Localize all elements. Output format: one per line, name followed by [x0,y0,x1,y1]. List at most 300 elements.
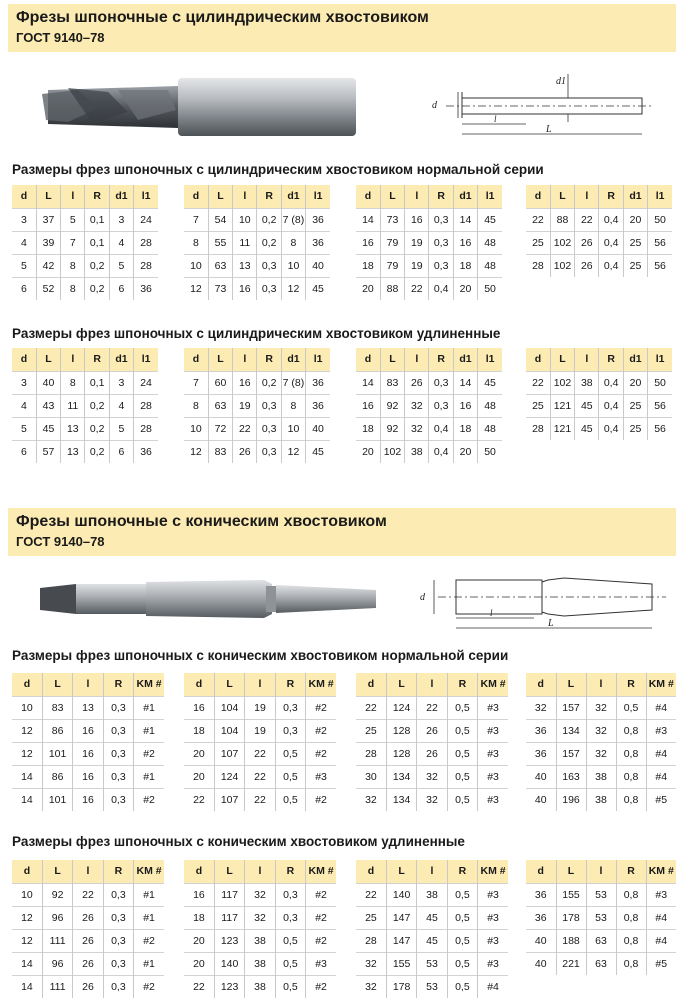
table-cell: 28 [356,742,386,765]
column-header: R [85,348,109,371]
table-cell: 0,3 [257,440,281,463]
table-cell: 0,5 [447,952,477,975]
table-row [12,742,164,765]
table-cell: 0,4 [599,371,623,394]
column-header: L [36,348,60,371]
column-header: L [550,348,574,371]
table-cell: 0,5 [275,929,305,952]
table-cell: 16 [356,394,380,417]
table-cell: 0,3 [275,719,305,742]
table-row [184,208,330,231]
column-header: R [103,673,133,696]
table-cell: 40 [306,254,330,277]
table-cell: 32 [405,394,429,417]
table-row [526,906,676,929]
table-row [184,765,336,788]
table-row [526,394,672,417]
column-header: KM # [306,860,336,883]
table-cell: 96 [42,952,72,975]
column-header: R [103,860,133,883]
column-header: d1 [623,185,647,208]
column-header: d [356,673,386,696]
table-cell: 88 [550,208,574,231]
table-cell: 117 [214,906,244,929]
table-cell: 19 [405,231,429,254]
table-cell: 6 [12,277,36,300]
column-header: l1 [306,348,330,371]
table-cell: 0,3 [257,417,281,440]
table-cell: 0,2 [85,277,109,300]
table-cell: 32 [356,788,386,811]
table-cell: 0,4 [599,417,623,440]
table-cell: 14 [356,371,380,394]
table-cell: 20 [453,440,477,463]
table-cell: 188 [556,929,586,952]
table-cell: 18 [453,417,477,440]
table-row [526,883,676,906]
table-cell: 45 [306,440,330,463]
table-cell: 0,3 [103,742,133,765]
column-header: KM # [646,673,676,696]
drawing-d1-label: d1 [556,76,566,87]
table-cell: 0,2 [85,440,109,463]
column-header: R [599,185,623,208]
table-cell: 8 [184,231,208,254]
table-cell: 12 [184,277,208,300]
table-cell: 0,8 [616,906,646,929]
column-header: l1 [648,348,672,371]
table-cell: 0,5 [447,929,477,952]
table-row [12,719,164,742]
table-cell: 20 [356,277,380,300]
column-header: R [257,185,281,208]
table-cell: 45 [478,208,502,231]
column-header: l [417,673,447,696]
table-cell: #3 [478,788,508,811]
table-cell: 16 [73,719,103,742]
column-header: d1 [281,185,305,208]
table-cell: #3 [478,929,508,952]
column-header: R [599,348,623,371]
cylindrical-shank-cutter-image [38,72,360,142]
table-cell: 111 [42,929,72,952]
table-row [526,231,672,254]
dimension-table [12,860,164,998]
table-cell: #1 [134,952,164,975]
table-cell: 147 [386,929,416,952]
table-cell: 0,3 [103,975,133,998]
table-cell: #4 [646,929,676,952]
table-row [356,788,508,811]
table-cell: 102 [550,371,574,394]
table-row [12,788,164,811]
table-row [356,906,508,929]
table-cell: 104 [214,719,244,742]
table-cell: 18 [184,719,214,742]
table-cell: 124 [386,696,416,719]
table-cell: #3 [478,883,508,906]
dimension-table [184,185,330,300]
table-header-row [184,673,336,696]
table-cell: 26 [73,906,103,929]
table-cell: 0,2 [257,208,281,231]
drawing2-L-label: L [548,618,554,629]
table-cell: 36 [526,906,556,929]
drawing2-d-label: d [420,592,425,603]
table-cell: 0,3 [103,788,133,811]
column-header: L [214,860,244,883]
table-cell: 32 [586,696,616,719]
table-cell: 140 [214,952,244,975]
table-cell: 3 [109,371,133,394]
dimension-table [526,185,672,277]
table-row [526,696,676,719]
table-cell: 3 [12,371,36,394]
table-cell: 5 [109,417,133,440]
table-cell: 5 [61,208,85,231]
table-cell: 53 [586,883,616,906]
table-row [356,394,502,417]
table-header-row [356,348,502,371]
table-cell: 83 [42,696,72,719]
table-cell: 0,3 [103,696,133,719]
column-header: R [447,673,477,696]
table-cell: 20 [453,277,477,300]
table-cell: 56 [648,394,672,417]
table-cell: #3 [478,719,508,742]
table-cell: 7 (8) [281,208,305,231]
table-cell: 10 [12,883,42,906]
column-header: l [73,860,103,883]
table-cell: 50 [648,208,672,231]
table-row [184,394,330,417]
table-cell: 25 [526,394,550,417]
column-header: l [586,673,616,696]
column-header: l1 [134,348,158,371]
table-row [356,742,508,765]
table-cell: 11 [233,231,257,254]
table-cell: 40 [36,371,60,394]
column-header: KM # [134,860,164,883]
table-cell: 18 [356,417,380,440]
table-cell: 157 [556,742,586,765]
table-cell: 37 [36,208,60,231]
table-cell: 101 [42,742,72,765]
table-cell: 28 [134,394,158,417]
table-cell: 10 [184,254,208,277]
table-cell: 32 [356,975,386,998]
table-cell: 0,5 [275,742,305,765]
table-cell: 22 [405,277,429,300]
table-header-row [356,185,502,208]
table-cell: 16 [233,277,257,300]
column-header: R [275,673,305,696]
table-cell: 53 [417,975,447,998]
dimension-table [356,185,502,300]
column-header: d1 [453,348,477,371]
table-cell: 4 [109,231,133,254]
table-cell: 157 [556,696,586,719]
table-cell: 140 [386,883,416,906]
column-header: L [42,673,72,696]
table-cell: 45 [575,417,599,440]
table-cell: 0,3 [429,231,453,254]
table-cell: 60 [208,371,232,394]
table-cell: 12 [281,440,305,463]
dimension-table [184,673,336,811]
table-cell: #1 [134,765,164,788]
table-cell: 20 [623,371,647,394]
table-cell: 196 [556,788,586,811]
drawing2-l-label: l [490,608,493,618]
table-row [12,371,158,394]
table-cell: 26 [417,719,447,742]
table-cell: 50 [478,440,502,463]
dimension-table [356,860,508,998]
table-row [12,231,158,254]
table-cell: 0,5 [275,765,305,788]
table-cell: 13 [61,440,85,463]
table-cell: 79 [380,254,404,277]
table-cell: 10 [233,208,257,231]
table-cell: 56 [648,231,672,254]
table-cell: 12 [12,929,42,952]
table-cell: 22 [356,883,386,906]
table-cell: 0,2 [85,394,109,417]
table-row [356,254,502,277]
table-cell: 0,4 [599,254,623,277]
table-cell: 26 [73,952,103,975]
table-cell: #4 [646,696,676,719]
table-cell: 96 [42,906,72,929]
table-cell: #1 [134,906,164,929]
table-row [12,277,158,300]
table-cell: 155 [386,952,416,975]
table-cell: 38 [586,788,616,811]
table-cell: #1 [134,719,164,742]
column-header: l [245,860,275,883]
column-header: l [233,348,257,371]
column-header: d [526,348,550,371]
table-cell: 16 [184,883,214,906]
table-cell: #2 [134,975,164,998]
table-cell: 12 [12,742,42,765]
section2-title: Фрезы шпоночные с коническим хвостовиком [16,513,387,530]
table-cell: 0,4 [599,394,623,417]
table-cell: 50 [648,371,672,394]
table-cell: 32 [405,417,429,440]
table-cell: 30 [356,765,386,788]
table-row [356,440,502,463]
table-cell: 26 [233,440,257,463]
table-cell: 20 [623,208,647,231]
table-cell: 18 [356,254,380,277]
table-header-row [12,348,158,371]
column-header: d1 [109,348,133,371]
table-cell: 16 [405,208,429,231]
column-header: L [550,185,574,208]
table-cell: 134 [556,719,586,742]
table-row [184,371,330,394]
table-row [12,952,164,975]
table-row [526,742,676,765]
table-row [12,883,164,906]
table-cell: 53 [417,952,447,975]
table-cell: #5 [646,952,676,975]
dimension-table [356,673,508,811]
table-cell: #1 [134,696,164,719]
table-cell: 63 [208,394,232,417]
section2-normal-heading: Размеры фрез шпоночных с коническим хвостовиком нормальной серии [12,648,509,663]
table-cell: 63 [586,952,616,975]
table-cell: 0,8 [616,719,646,742]
table-cell: 0,3 [103,719,133,742]
column-header: L [556,673,586,696]
column-header: L [214,673,244,696]
table-cell: 102 [550,254,574,277]
table-row [526,254,672,277]
dimension-table [526,673,676,811]
table-cell: 26 [73,975,103,998]
table-cell: 56 [648,417,672,440]
table-cell: 32 [417,765,447,788]
table-cell: 0,5 [447,719,477,742]
table-cell: 50 [478,277,502,300]
table-cell: 10 [184,417,208,440]
column-header: L [380,348,404,371]
table-cell: 72 [208,417,232,440]
table-cell: 0,5 [447,765,477,788]
table-row [184,742,336,765]
column-header: R [429,348,453,371]
table-row [184,952,336,975]
table-cell: 18 [184,906,214,929]
table-cell: 178 [386,975,416,998]
table-cell: 16 [356,231,380,254]
column-header: R [275,860,305,883]
column-header: l1 [478,348,502,371]
table-cell: 221 [556,952,586,975]
table-cell: 107 [214,742,244,765]
column-header: l1 [478,185,502,208]
column-header: L [36,185,60,208]
table-cell: 0,3 [275,696,305,719]
table-cell: 13 [73,696,103,719]
table-cell: 102 [380,440,404,463]
table-row [12,417,158,440]
column-header: L [386,860,416,883]
table-cell: 36 [134,277,158,300]
column-header: d [12,860,42,883]
section2-gost: ГОСТ 9140–78 [16,534,105,549]
table-cell: #4 [646,906,676,929]
table-cell: 0,8 [616,929,646,952]
column-header: l1 [648,185,672,208]
table-cell: #3 [478,952,508,975]
column-header: R [616,860,646,883]
column-header: l [405,185,429,208]
column-header: d [184,860,214,883]
table-header-row [526,860,676,883]
column-header: l [405,348,429,371]
table-cell: 0,3 [429,208,453,231]
table-cell: 0,4 [429,440,453,463]
table-row [526,719,676,742]
table-cell: 0,3 [429,254,453,277]
column-header: d1 [109,185,133,208]
table-cell: #4 [478,975,508,998]
table-row [356,231,502,254]
table-cell: #2 [306,929,336,952]
table-cell: 92 [380,394,404,417]
table-cell: 0,3 [103,765,133,788]
taper-shank-cutter-image [36,574,380,624]
table-cell: 28 [526,254,550,277]
table-cell: 25 [623,394,647,417]
table-row [12,440,158,463]
table-row [526,765,676,788]
table-cell: 79 [380,231,404,254]
column-header: d [184,348,208,371]
table-cell: 22 [526,371,550,394]
table-cell: 38 [575,371,599,394]
table-row [356,719,508,742]
table-cell: 36 [526,719,556,742]
table-cell: 134 [386,765,416,788]
table-cell: #2 [306,719,336,742]
table-cell: 8 [281,231,305,254]
table-cell: 32 [586,742,616,765]
table-row [356,277,502,300]
column-header: d [526,185,550,208]
table-cell: 26 [417,742,447,765]
table-cell: 36 [306,394,330,417]
table-cell: 7 [184,371,208,394]
table-header-row [526,348,672,371]
table-row [12,906,164,929]
table-cell: 0,1 [85,231,109,254]
table-cell: 0,3 [257,254,281,277]
table-cell: 128 [386,742,416,765]
table-cell: #2 [306,975,336,998]
taper-shank-drawing [408,570,670,636]
table-cell: 0,5 [275,975,305,998]
table-cell: 0,3 [275,883,305,906]
table-cell: 12 [12,906,42,929]
column-header: l [586,860,616,883]
table-cell: 16 [184,696,214,719]
column-header: L [208,185,232,208]
table-cell: 45 [306,277,330,300]
table-cell: 40 [306,417,330,440]
table-row [184,417,330,440]
table-row [526,952,676,975]
table-cell: #3 [306,952,336,975]
table-cell: 22 [245,742,275,765]
table-cell: 26 [405,371,429,394]
column-header: R [257,348,281,371]
table-cell: 45 [36,417,60,440]
table-row [526,371,672,394]
table-cell: 0,3 [257,394,281,417]
table-cell: 6 [109,277,133,300]
table-cell: 26 [575,231,599,254]
table-cell: 54 [208,208,232,231]
table-cell: 86 [42,719,72,742]
table-header-row [526,673,676,696]
table-cell: 19 [233,394,257,417]
column-header: l [61,348,85,371]
